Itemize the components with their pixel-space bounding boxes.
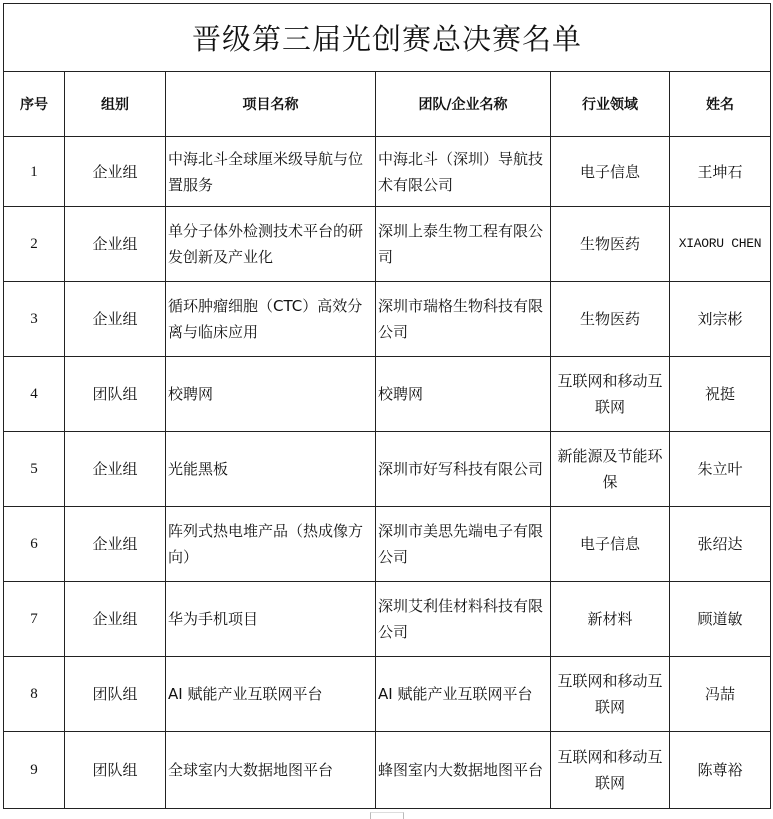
cell-name: 朱立叶 — [670, 432, 771, 507]
cell-name: 王坤石 — [670, 137, 771, 207]
page-edge-marker — [370, 812, 404, 819]
table-row — [4, 432, 771, 507]
cell-team: AI 赋能产业互联网平台 — [376, 657, 551, 732]
cell-field: 生物医药 — [551, 282, 670, 357]
cell-name: 顾道敏 — [670, 582, 771, 657]
cell-group: 企业组 — [65, 507, 166, 582]
cell-field: 电子信息 — [551, 507, 670, 582]
cell-name: 陈尊裕 — [670, 732, 771, 809]
header-row — [4, 72, 771, 137]
table-row — [4, 207, 771, 282]
cell-group: 企业组 — [65, 432, 166, 507]
cell-field: 生物医药 — [551, 207, 670, 282]
cell-field: 互联网和移动互联网 — [551, 357, 670, 432]
cell-group: 企业组 — [65, 582, 166, 657]
cell-group: 企业组 — [65, 207, 166, 282]
cell-group: 团队组 — [65, 657, 166, 732]
table-row — [4, 732, 771, 809]
cell-team: 深圳市好写科技有限公司 — [376, 432, 551, 507]
cell-group: 企业组 — [65, 137, 166, 207]
cell-name: 张绍达 — [670, 507, 771, 582]
cell-no: 8 — [4, 657, 65, 732]
table-row — [4, 357, 771, 432]
header-field: 行业领域 — [551, 72, 670, 137]
cell-project: 校聘网 — [166, 357, 376, 432]
cell-name: 刘宗彬 — [670, 282, 771, 357]
cell-project: 全球室内大数据地图平台 — [166, 732, 376, 809]
header-no: 序号 — [4, 72, 65, 137]
cell-no: 7 — [4, 582, 65, 657]
header-group: 组别 — [65, 72, 166, 137]
cell-team: 深圳上泰生物工程有限公司 — [376, 207, 551, 282]
cell-team: 校聘网 — [376, 357, 551, 432]
cell-project: 光能黑板 — [166, 432, 376, 507]
cell-no: 2 — [4, 207, 65, 282]
table-row — [4, 282, 771, 357]
cell-no: 4 — [4, 357, 65, 432]
cell-project: 循环肿瘤细胞（CTC）高效分离与临床应用 — [166, 282, 376, 357]
cell-field: 互联网和移动互联网 — [551, 732, 670, 809]
table-row — [4, 507, 771, 582]
cell-name: 祝挺 — [670, 357, 771, 432]
cell-no: 6 — [4, 507, 65, 582]
cell-field: 新材料 — [551, 582, 670, 657]
header-name: 姓名 — [670, 72, 771, 137]
finalists-table — [3, 3, 771, 809]
cell-name: 冯喆 — [670, 657, 771, 732]
cell-team: 深圳市美思先端电子有限公司 — [376, 507, 551, 582]
cell-project: 阵列式热电堆产品（热成像方向） — [166, 507, 376, 582]
cell-team: 中海北斗（深圳）导航技术有限公司 — [376, 137, 551, 207]
header-team: 团队/企业名称 — [376, 72, 551, 137]
table-row — [4, 137, 771, 207]
table-body — [4, 137, 771, 809]
cell-no: 9 — [4, 732, 65, 809]
cell-project: AI 赋能产业互联网平台 — [166, 657, 376, 732]
cell-group: 团队组 — [65, 732, 166, 809]
page-title: 晋级第三届光创赛总决赛名单 — [4, 4, 771, 72]
cell-field: 电子信息 — [551, 137, 670, 207]
table-row — [4, 657, 771, 732]
cell-project: 中海北斗全球厘米级导航与位置服务 — [166, 137, 376, 207]
table-row — [4, 582, 771, 657]
cell-name: XIAORU CHEN — [670, 207, 771, 282]
cell-team: 深圳市瑞格生物科技有限公司 — [376, 282, 551, 357]
cell-no: 3 — [4, 282, 65, 357]
cell-field: 互联网和移动互联网 — [551, 657, 670, 732]
cell-field: 新能源及节能环保 — [551, 432, 670, 507]
cell-project: 华为手机项目 — [166, 582, 376, 657]
header-project: 项目名称 — [166, 72, 376, 137]
cell-no: 5 — [4, 432, 65, 507]
cell-group: 企业组 — [65, 282, 166, 357]
cell-project: 单分子体外检测技术平台的研发创新及产业化 — [166, 207, 376, 282]
cell-team: 蜂图室内大数据地图平台 — [376, 732, 551, 809]
cell-team: 深圳艾利佳材料科技有限公司 — [376, 582, 551, 657]
title-row — [4, 4, 771, 72]
cell-no: 1 — [4, 137, 65, 207]
cell-group: 团队组 — [65, 357, 166, 432]
